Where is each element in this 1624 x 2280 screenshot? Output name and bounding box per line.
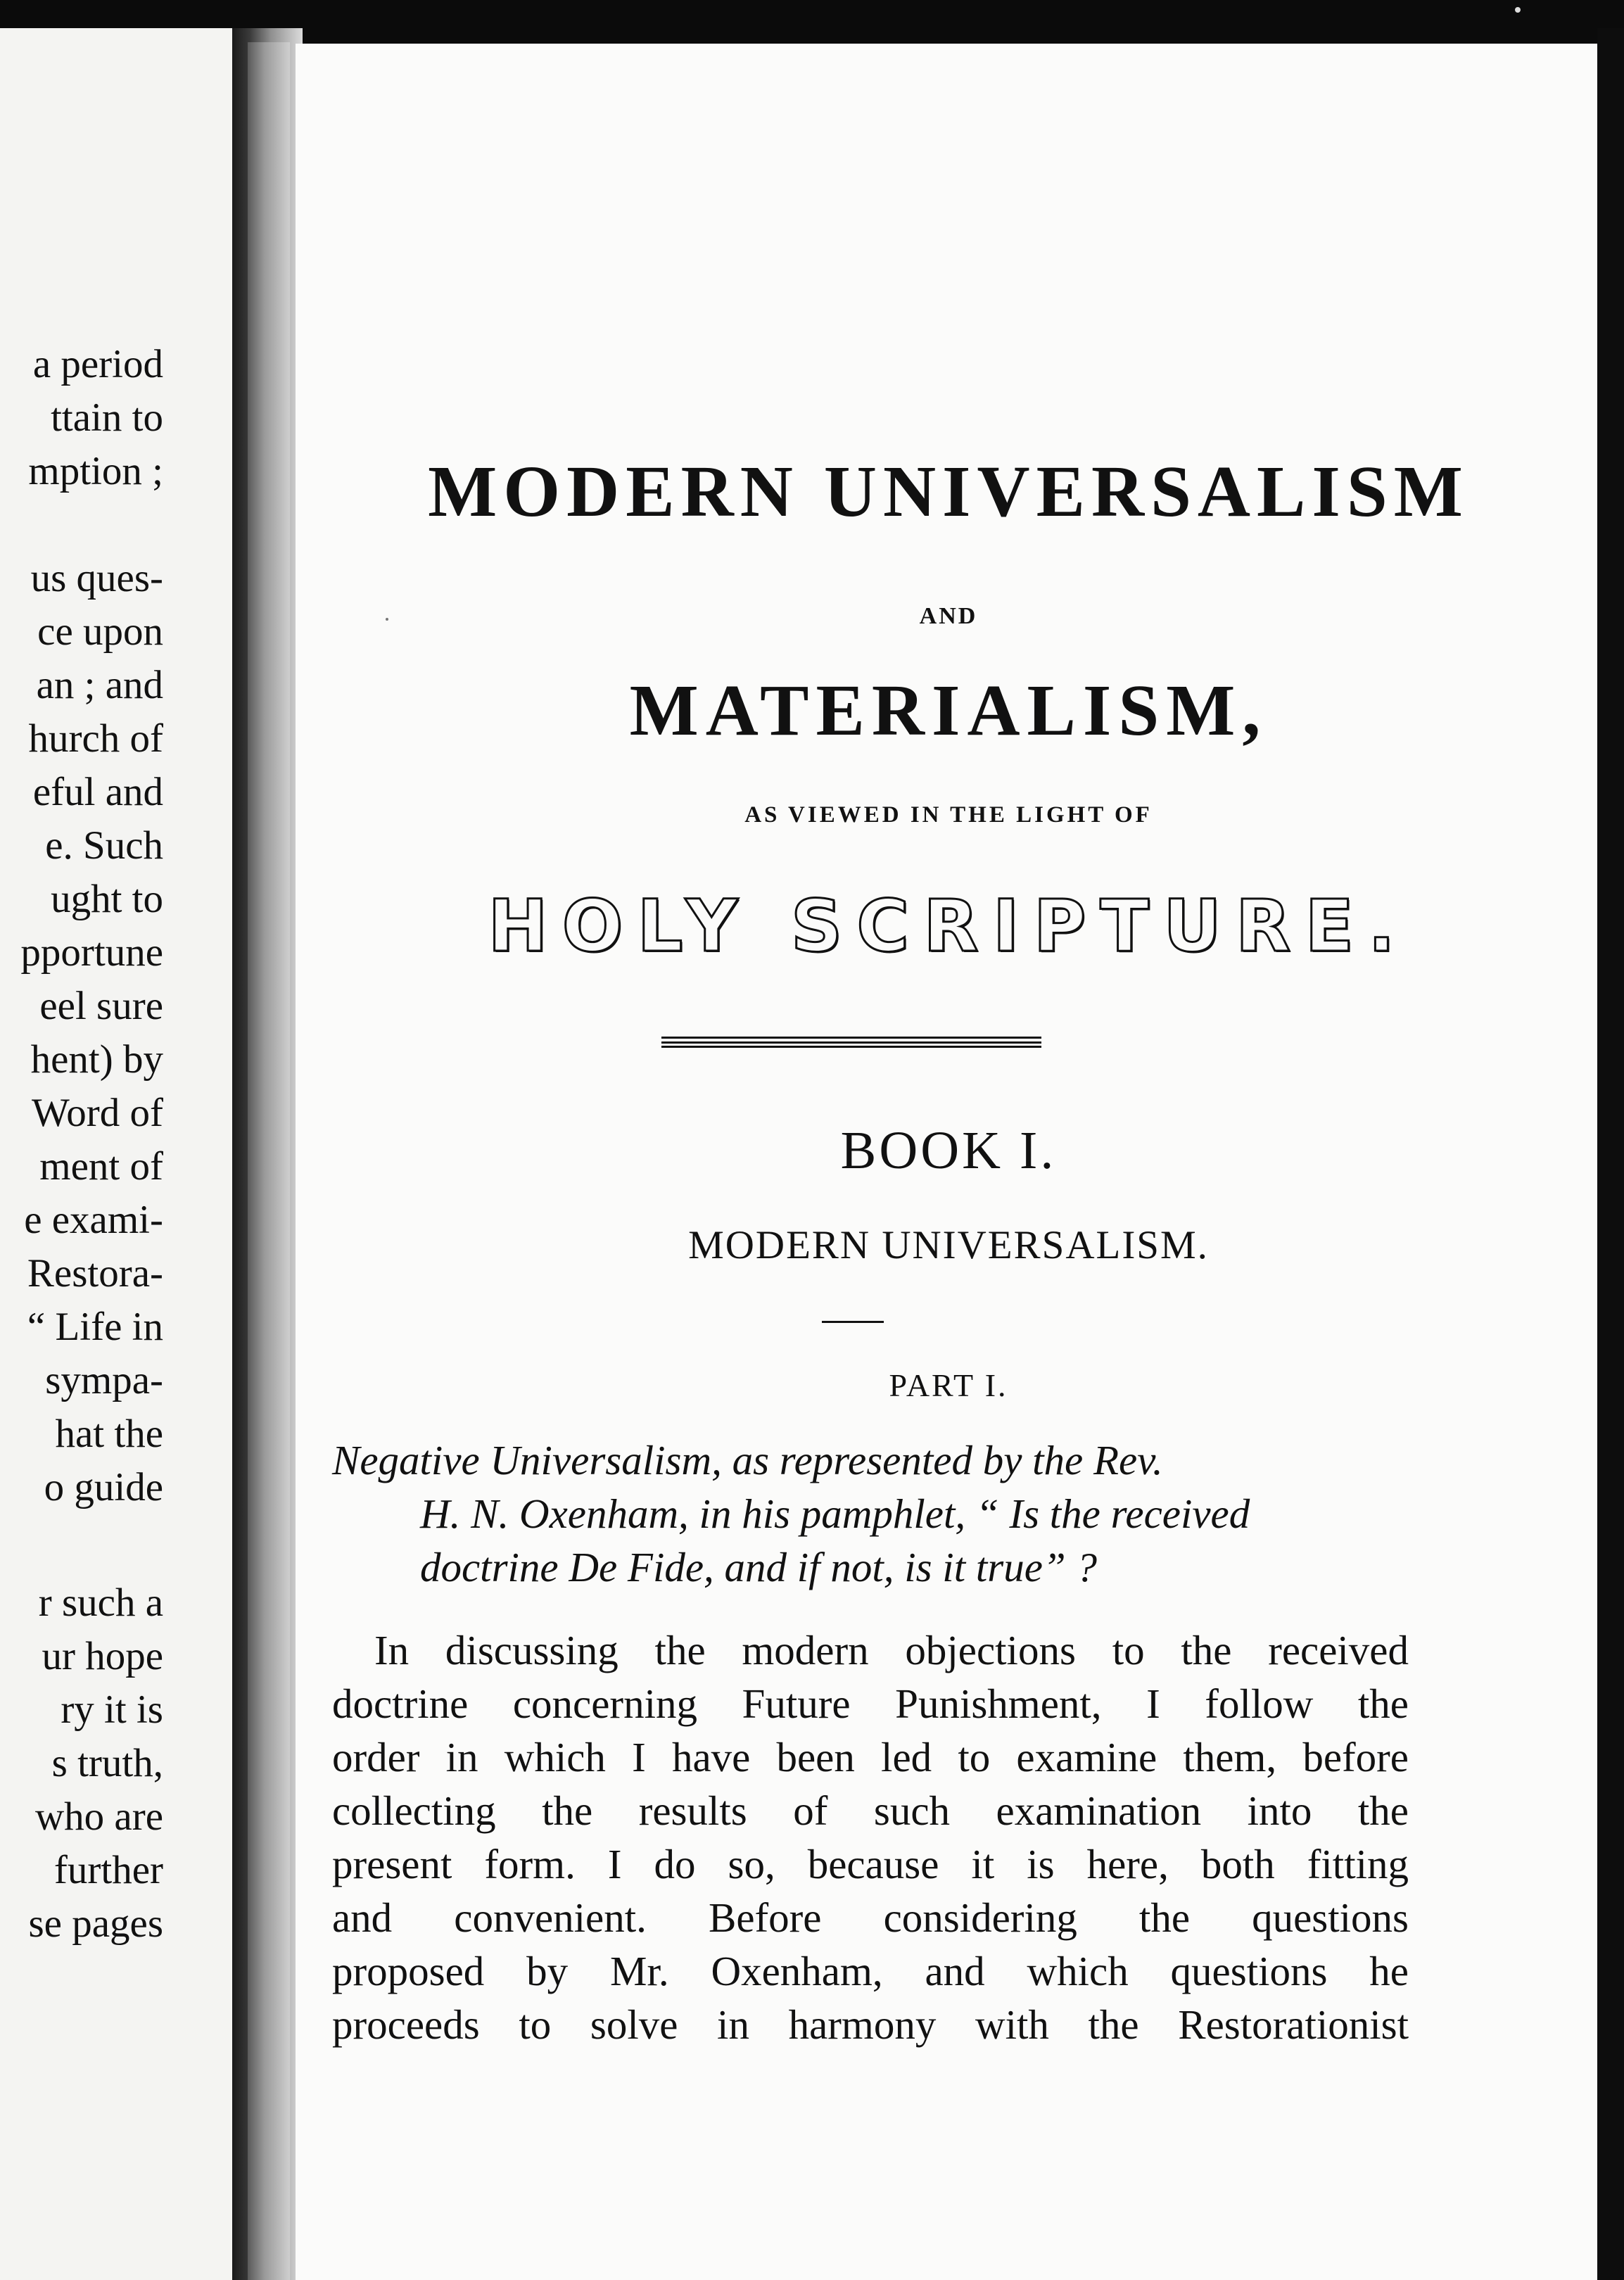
left-text-line: ught to	[51, 877, 163, 921]
right-page	[296, 44, 1601, 2280]
book-heading: BOOK I.	[840, 1121, 1057, 1180]
left-text-line: eel sure	[39, 984, 163, 1028]
left-text-line: s truth,	[51, 1741, 163, 1785]
left-text-line: eful and	[32, 770, 163, 814]
left-text-line: sympa-	[45, 1358, 163, 1402]
left-text-line: an ; and	[36, 663, 163, 707]
section-heading-line: doctrine De Fide, and if not, is it true” ?	[420, 1544, 1097, 1590]
left-text-line: o guide	[44, 1465, 163, 1509]
scan-border-right	[1597, 28, 1624, 2280]
section-heading-line: Negative Universalism, as represented by the Rev.	[332, 1437, 1163, 1483]
left-text-line: hurch of	[28, 716, 163, 761]
left-text-line: mption ;	[28, 449, 163, 493]
short-rule-divider	[822, 1321, 884, 1323]
left-text-line: further	[53, 1848, 163, 1892]
left-text-line: r such a	[38, 1581, 163, 1625]
left-text-line: ttain to	[51, 395, 163, 440]
left-text-line: ur hope	[42, 1634, 163, 1678]
body-line: present form. I do so, because it is here, both fitting	[332, 1841, 1409, 1887]
left-text-line: Word of	[32, 1091, 163, 1135]
left-text-line: who are	[35, 1794, 163, 1839]
title-connector: AS VIEWED IN THE LIGHT OF	[744, 802, 1153, 828]
left-text-line: ment of	[39, 1144, 163, 1189]
title-conjunction: AND	[919, 603, 978, 629]
body-line: collecting the results of such examination into the	[332, 1787, 1409, 1834]
left-text-line: “ Life in	[27, 1305, 163, 1349]
book-subtitle: MODERN UNIVERSALISM.	[688, 1223, 1209, 1267]
body-paragraph	[332, 1623, 1409, 2051]
body-line: proceeds to solve in harmony with the Restorationist	[332, 2001, 1409, 2048]
left-text-line: us ques-	[30, 556, 163, 600]
left-text-line: Restora-	[27, 1251, 163, 1296]
body-line: and convenient. Before considering the questions	[332, 1894, 1409, 1941]
section-heading	[332, 1433, 1409, 1594]
left-text-line: e exami-	[24, 1198, 163, 1242]
part-heading: PART I.	[889, 1367, 1008, 1403]
left-text-line: ry it is	[61, 1687, 163, 1732]
section-heading-line: H. N. Oxenham, in his pamphlet, “ Is the received	[420, 1490, 1250, 1537]
body-line: doctrine concerning Future Punishment, I follow the	[332, 1680, 1409, 1727]
left-text-line: a period	[32, 342, 163, 386]
left-text-line: hat the	[55, 1412, 163, 1456]
body-line: order in which I have been led to examine them, before	[332, 1734, 1409, 1780]
left-text-line: pportune	[20, 930, 163, 975]
body-line: In discussing the modern objections to the received	[374, 1627, 1409, 1673]
left-facing-page	[0, 28, 246, 2280]
title-line-2: MATERIALISM,	[629, 670, 1268, 751]
scan-speck	[386, 618, 388, 621]
left-text-line: se pages	[28, 1901, 163, 1946]
left-text-line: hent) by	[30, 1037, 163, 1082]
double-rule-divider	[661, 1037, 1041, 1048]
left-text-line: ce upon	[37, 609, 163, 654]
gutter-shadow	[248, 42, 290, 2280]
scan-speck	[1515, 7, 1521, 13]
title-line-1: MODERN UNIVERSALISM	[428, 451, 1469, 532]
title-line-3: HOLY SCRIPTURE.	[488, 885, 1409, 968]
body-line: proposed by Mr. Oxenham, and which questions he	[332, 1948, 1409, 1994]
left-text-line: e. Such	[45, 823, 163, 868]
